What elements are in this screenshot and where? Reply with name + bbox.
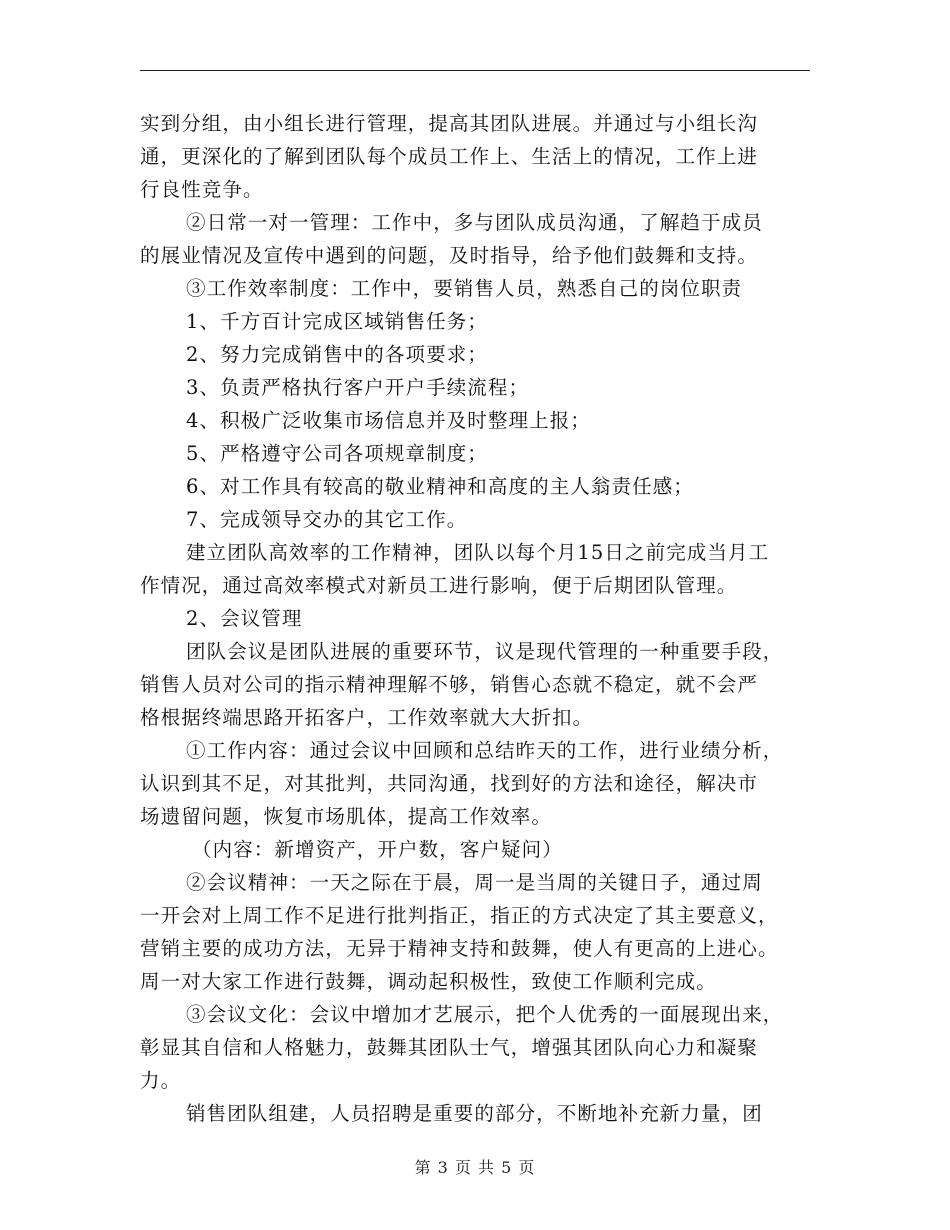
body-line: 周一对大家工作进行鼓舞，调动起积极性，致使工作顺利完成。 [140, 970, 717, 993]
list-item: 1、千方百计完成区域销售任务； [186, 310, 488, 333]
body-line: 建立团队高效率的工作精神，团队以每个月15日之前完成当月工 [186, 541, 770, 564]
body-line: 认识到其不足，对其批判，共同沟通，找到好的方法和途径，解决市 [140, 772, 759, 795]
list-item: 5、严格遵守公司各项规章制度； [186, 442, 488, 465]
body-line: 场遗留问题，恢复市场肌体，提高工作效率。 [140, 805, 553, 828]
body-line: 营销主要的成功方法，无异于精神支持和鼓舞，使人有更高的上进心。 [140, 937, 779, 960]
body-line: ②日常一对一管理：工作中，多与团队成员沟通，了解趋于成员 [186, 211, 763, 234]
body-line: 力。 [140, 1069, 182, 1092]
body-line: 销售团队组建，人员招聘是重要的部分，不断地补充新力量，团 [186, 1102, 763, 1125]
body-line: ②会议精神：一天之际在于晨，周一是当周的关键日子，通过周 [186, 871, 763, 894]
list-item: 3、负责严格执行客户开户手续流程； [186, 376, 530, 399]
body-line: 的展业情况及宣传中遇到的问题，及时指导，给予他们鼓舞和支持。 [140, 244, 759, 267]
body-line: （内容：新增资产，开户数，客户疑问） [192, 838, 563, 861]
list-item: 6、对工作具有较高的敬业精神和高度的主人翁责任感； [186, 475, 694, 498]
body-line: 团队会议是团队进展的重要环节，议是现代管理的一种重要手段， [186, 640, 784, 663]
list-item: 2、努力完成销售中的各项要求； [186, 343, 488, 366]
body-line: 通，更深化的了解到团队每个成员工作上、生活上的情况，工作上进 [140, 145, 759, 168]
body-line: 彰显其自信和人格魅力，鼓舞其团队士气，增强其团队向心力和凝聚 [140, 1036, 759, 1059]
body-line: ③会议文化：会议中增加才艺展示，把个人优秀的一面展现出来， [186, 1003, 784, 1026]
header-rule [140, 70, 810, 71]
section-heading: 2、会议管理 [186, 607, 303, 630]
body-line: 作情况，通过高效率模式对新员工进行影响，便于后期团队管理。 [140, 574, 738, 597]
list-item: 7、完成领导交办的其它工作。 [186, 508, 468, 531]
body-line: ①工作内容：通过会议中回顾和总结昨天的工作，进行业绩分析， [186, 739, 784, 762]
body-line: 实到分组，由小组长进行管理，提高其团队进展。并通过与小组长沟 [140, 112, 759, 135]
body-line: 一开会对上周工作不足进行批判指正，指正的方式决定了其主要意义， [140, 904, 779, 927]
body-line: 行良性竞争。 [140, 178, 264, 201]
body-line: 销售人员对公司的指示精神理解不够，销售心态就不稳定，就不会严 [140, 673, 759, 696]
body-line: 格根据终端思路开拓客户，工作效率就大大折扣。 [140, 706, 594, 729]
list-item: 4、积极广泛收集市场信息并及时整理上报； [186, 409, 591, 432]
body-line: ③工作效率制度：工作中，要销售人员，熟悉自己的岗位职责 [186, 277, 743, 300]
page-number: 第 3 页 共 5 页 [414, 1158, 536, 1177]
